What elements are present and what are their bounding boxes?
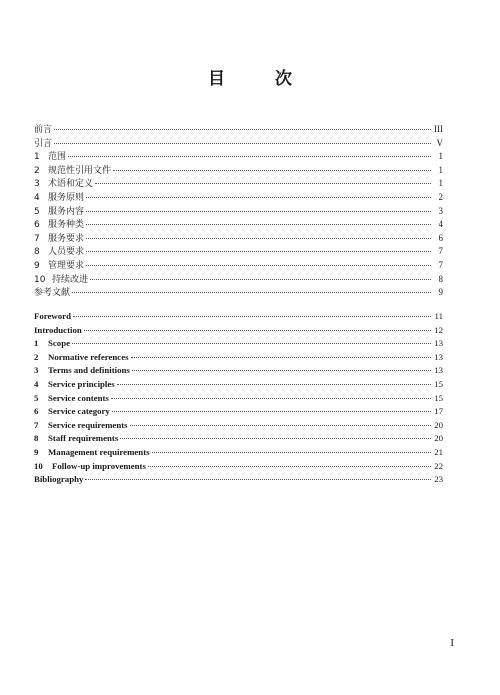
toc-entry-label: Follow-up improvements: [52, 460, 146, 471]
toc-chinese: [34, 123, 443, 300]
toc-entry-page: V: [436, 137, 443, 148]
dot-leader: [152, 451, 431, 453]
toc-entry-number: 3: [34, 365, 39, 376]
toc-entry-number: 8: [34, 247, 40, 258]
toc-entry[interactable]: [34, 405, 443, 419]
toc-entry[interactable]: [34, 324, 443, 338]
toc-entry-page: 13: [434, 351, 443, 362]
toc-entry-number: 10: [34, 274, 46, 285]
toc-entry-page: 13: [434, 338, 443, 349]
toc-entry-page: 7: [438, 259, 443, 270]
toc-entry[interactable]: [34, 286, 443, 300]
toc-entry[interactable]: [34, 191, 443, 205]
toc-entry-page: 23: [434, 474, 443, 485]
toc-entry-page: 1: [438, 151, 443, 162]
toc-entry[interactable]: [34, 473, 443, 487]
toc-entry-page: 21: [434, 446, 443, 457]
dot-leader: [148, 465, 431, 467]
toc-entry[interactable]: [34, 205, 443, 219]
toc-entry[interactable]: [34, 446, 443, 460]
toc-entry[interactable]: [34, 259, 443, 273]
dot-leader: [72, 291, 431, 293]
toc-entry-page: 20: [434, 433, 443, 444]
toc-entry-number: 6: [34, 406, 39, 417]
toc-entry[interactable]: [34, 419, 443, 433]
toc-entry-page: 2: [438, 191, 443, 202]
toc-entry-number: 4: [34, 192, 40, 203]
toc-entry-page: 7: [438, 246, 443, 257]
toc-entry-page: 15: [434, 392, 443, 403]
toc-entry-number: 7: [34, 419, 39, 430]
toc-entry-label: 前言: [34, 125, 53, 135]
toc-entry-label: Foreword: [34, 311, 71, 321]
toc-entry-label: 参考文献: [34, 288, 71, 299]
toc-entry[interactable]: [34, 351, 443, 365]
toc-entry-label: Terms and definitions: [48, 365, 130, 376]
toc-entry-label: 服务原则: [48, 192, 85, 203]
toc-entry-label: 规范性引用文件: [48, 165, 112, 176]
toc-entry[interactable]: [34, 310, 443, 324]
dot-leader: [68, 155, 431, 157]
dot-leader: [117, 383, 431, 385]
toc-entry-label: Service requirements: [48, 419, 128, 430]
toc-entry-label: 范围: [48, 152, 67, 163]
toc-entry-page: 8: [438, 273, 443, 284]
toc-entry[interactable]: [34, 392, 443, 406]
dot-leader: [113, 169, 431, 171]
toc-entry-page: 6: [438, 232, 443, 243]
toc-entry-label: Bibliography: [34, 474, 84, 485]
toc-entry-page: 20: [434, 419, 443, 430]
dot-leader: [131, 356, 431, 358]
toc-entry[interactable]: [34, 137, 443, 151]
dot-leader: [90, 278, 431, 280]
toc-entry-label: 服务种类: [48, 220, 85, 231]
toc-entry[interactable]: [34, 232, 443, 246]
toc-entry-page: 1: [438, 178, 443, 189]
toc-entry-page: 15: [434, 378, 443, 389]
toc-entry-number: 1: [34, 338, 39, 349]
toc-entry-label: Service category: [48, 406, 110, 417]
toc-entry-page: 22: [434, 460, 443, 471]
toc-entry-number: 2: [34, 165, 40, 176]
toc-entry-label: 持续改进: [52, 274, 89, 285]
toc-entry[interactable]: [34, 218, 443, 232]
page-title: 目 次: [208, 69, 314, 89]
toc-entry-label: 管理要求: [48, 260, 85, 271]
toc-entry-page: 12: [434, 324, 443, 335]
toc-entry[interactable]: [34, 123, 443, 137]
toc-entry-page: 13: [434, 365, 443, 376]
toc-entry[interactable]: [34, 337, 443, 351]
toc-entry-label: Normative references: [48, 351, 129, 362]
dot-leader: [130, 424, 431, 426]
toc-entry-label: Introduction: [34, 324, 82, 335]
dot-leader: [132, 369, 431, 371]
toc-entry-number: 5: [34, 206, 40, 217]
toc-entry-label: Scope: [48, 338, 70, 349]
dot-leader: [86, 210, 431, 212]
dot-leader: [72, 342, 431, 344]
toc-entry[interactable]: [34, 177, 443, 191]
toc-entry-label: 术语和定义: [48, 179, 94, 190]
toc-entry-number: 8: [34, 433, 39, 444]
dot-leader: [84, 329, 431, 331]
dot-leader: [86, 250, 431, 252]
toc-entry[interactable]: [34, 164, 443, 178]
toc-entry[interactable]: [34, 432, 443, 446]
toc-entry[interactable]: [34, 378, 443, 392]
toc-entry-label: 引言: [34, 138, 53, 149]
toc-entry-number: 1: [34, 152, 40, 163]
toc-entry-label: Service principles: [48, 378, 115, 389]
toc-entry-number: 7: [34, 233, 40, 244]
dot-leader: [86, 237, 431, 239]
toc-entry[interactable]: [34, 245, 443, 259]
toc-entry[interactable]: [34, 364, 443, 378]
dot-leader: [85, 478, 431, 480]
toc-entry-number: 9: [34, 446, 39, 457]
toc-entry-page: 4: [438, 219, 443, 230]
dot-leader: [86, 264, 431, 266]
dot-leader: [54, 128, 431, 130]
toc-entry[interactable]: [34, 460, 443, 474]
toc-entry-number: 10: [34, 460, 43, 471]
toc-entry-number: 6: [34, 220, 40, 231]
toc-entry-label: 服务要求: [48, 233, 85, 244]
toc-entry-label: 服务内容: [48, 206, 85, 217]
toc-entry-label: 人员要求: [48, 247, 85, 258]
toc-entry-number: 3: [34, 179, 40, 190]
toc-entry-page: III: [434, 124, 443, 134]
toc-entry-page: 9: [438, 287, 443, 298]
dot-leader: [112, 410, 431, 412]
toc-entry-label: Management requirements: [48, 446, 150, 457]
toc-entry[interactable]: [34, 150, 443, 164]
toc-entry-label: Service contents: [48, 392, 109, 403]
dot-leader: [86, 223, 431, 225]
toc-entry-number: 9: [34, 260, 40, 271]
dot-leader: [111, 397, 431, 399]
toc-english: [34, 310, 443, 487]
page-number: I: [450, 637, 454, 649]
dot-leader: [73, 315, 431, 317]
toc-entry[interactable]: [34, 273, 443, 287]
toc-entry-page: 1: [438, 164, 443, 175]
toc-entry-number: 5: [34, 392, 39, 403]
dot-leader: [120, 437, 431, 439]
toc-entry-number: 4: [34, 378, 39, 389]
dot-leader: [54, 142, 431, 144]
toc-entry-page: 3: [438, 205, 443, 216]
toc-entry-page: 17: [434, 406, 443, 417]
toc-entry-page: 11: [434, 311, 443, 321]
dot-leader: [86, 196, 431, 198]
toc-entry-label: Staff requirements: [48, 433, 119, 444]
toc-entry-number: 2: [34, 351, 39, 362]
dot-leader: [95, 182, 431, 184]
